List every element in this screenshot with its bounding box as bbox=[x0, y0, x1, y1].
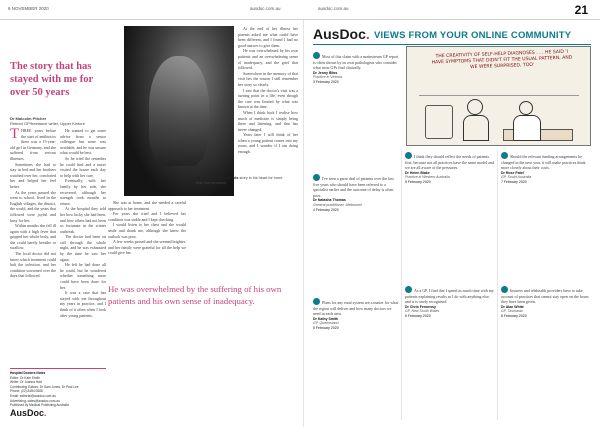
author-role: Practice in Western Australia bbox=[405, 175, 450, 180]
notes-line: Editor: Dr Kate Smith bbox=[10, 375, 40, 380]
comment-author bbox=[501, 305, 591, 319]
comment-date: 8 February 2020 bbox=[501, 313, 527, 318]
author-role: Practice in Victoria bbox=[313, 75, 342, 80]
page-gutter bbox=[303, 20, 304, 427]
author-role: GP, Queensland bbox=[313, 321, 339, 326]
column-rule bbox=[401, 150, 402, 420]
comment-text: Insurers and telehealth providers have to take account of practices that cannot stay open on the hours they have been given. bbox=[501, 288, 589, 305]
author-name: Dr Jenny Bliss bbox=[313, 70, 338, 75]
comment-card bbox=[501, 286, 591, 420]
author-name: Dr Malcolm Pitcher bbox=[10, 116, 47, 121]
comment-text: Should the relevant funding arrangements be changed in the next year, it will make practices think more closely about their costs. bbox=[501, 154, 586, 171]
notes-line: Phone: (02) 8484 0888 bbox=[10, 389, 43, 394]
comment-bubble-icon bbox=[501, 286, 508, 293]
comment-author bbox=[405, 171, 495, 185]
story-column-4 bbox=[238, 26, 298, 280]
ausdoc-logo-text: AusDoc bbox=[313, 26, 366, 42]
story-paragraph: She was at home, and she needed a careful approach to her treatment. bbox=[108, 200, 186, 211]
story-paragraph: Within months she fell ill again with a high fever that gripped her whole body, and she could barely breathe or swallow. bbox=[10, 223, 56, 251]
story-paragraph: The local doctor did not know which treatment could halt the infection, and her condition worsened over the days that followed. bbox=[10, 251, 56, 279]
story-paragraph: As the years passed she went to school, lived in the English villages, the district, the world, and the years that followed were joyful and busy for her. bbox=[10, 189, 56, 223]
site-url-right[interactable]: ausdoc.com.au bbox=[318, 6, 349, 11]
page-number: 21 bbox=[574, 3, 588, 17]
notes-title: Hospital Doctors Notes bbox=[10, 371, 46, 375]
comment-card bbox=[313, 174, 399, 292]
story-paragraph: At the hospital they told her how lucky she had been, and how others had not been so fortunate in the winter outbreak. bbox=[60, 206, 106, 234]
author-role: GP, South Australia bbox=[501, 175, 532, 180]
comment-card bbox=[313, 52, 399, 170]
ausdoc-logo-dot: . bbox=[44, 408, 47, 418]
ausdoc-logo-small bbox=[10, 408, 47, 418]
notes-line: Advertising: sales@ausdoc.com.au bbox=[10, 398, 60, 403]
comment-author bbox=[501, 171, 591, 185]
author-role: GP, Tasmania bbox=[501, 309, 523, 314]
story-paragraph: For years she tried and I believed her condition was stable and I kept checking. bbox=[108, 211, 186, 222]
comment-text: Most of this claim with a mainstream GP report is often shown by its own pathologists who consider what most GPs find clinically. bbox=[313, 54, 399, 71]
cartoon-doctor-head bbox=[519, 101, 533, 115]
comment-card bbox=[405, 286, 495, 420]
story-headline: The story that has stayed with me for over 50 years bbox=[10, 61, 93, 98]
section-title: VIEWS FROM YOUR ONLINE COMMUNITY bbox=[374, 30, 572, 41]
cartoon-patient-head bbox=[467, 99, 483, 115]
story-photo bbox=[124, 26, 234, 196]
comment-card bbox=[313, 298, 399, 420]
cartoon-doctor-body bbox=[513, 115, 541, 141]
issue-date: 6 NOVEMBER 2020 bbox=[8, 6, 49, 11]
comment-date: 5 February 2020 bbox=[313, 325, 339, 330]
notes-line: Email: editorial@ausdoc.com.au bbox=[10, 393, 56, 398]
comment-author bbox=[405, 305, 495, 319]
ausdoc-logo-text: AusDoc bbox=[10, 408, 45, 418]
story-paragraph: A few weeks passed and she seemed brighter, and her family were grateful for all the help we could give her. bbox=[108, 239, 186, 256]
comment-author bbox=[313, 198, 399, 212]
story-paragraph: I would listen to her chest and she would smile and thank me, although she knew the outlook was poor. bbox=[108, 222, 186, 239]
story-column-1 bbox=[10, 128, 56, 364]
story-byline bbox=[10, 116, 106, 126]
comment-date: 3 February 2020 bbox=[313, 79, 339, 84]
notes-line: Published by Medical Publishing Australia bbox=[10, 403, 69, 408]
comment-text: Plans for any rural system are a matter for what the region will deliver and how many doctors we need in each area. bbox=[313, 300, 399, 317]
pull-quote: He was overwhelmed by the suffering of his own patients and his own sense of inadequacy. bbox=[108, 284, 282, 306]
story-paragraph: Sometimes she had to stay in bed and her brothers watched over her, comforted her and helped her feel better. bbox=[10, 161, 56, 189]
page-header bbox=[0, 0, 600, 20]
story-lead-text: HREE years before the start of antibiotics there was a 15-year-old girl in Germany, and she suffered from serious illnesses. bbox=[10, 128, 56, 161]
comment-bubble-icon bbox=[501, 152, 508, 159]
comment-text: I've seen a great deal of patients over the last five years who should have been referred to a specialist earlier and the outcome of delay is often poor. bbox=[313, 176, 394, 198]
story-paragraph: It was a case that has stayed with me throughout my years in practice, and I think of it often when I look after young patients. bbox=[60, 290, 106, 318]
cartoon-chair bbox=[425, 105, 453, 139]
comment-bubble-icon bbox=[313, 174, 320, 181]
comment-bubble-icon bbox=[405, 152, 412, 159]
comment-date: 7 February 2020 bbox=[501, 179, 527, 184]
author-name: Dr Kathy Smith bbox=[313, 316, 339, 321]
comment-date: 5 February 2020 bbox=[405, 179, 431, 184]
author-role: Retired GP/freelance writer, Upper Kintore bbox=[10, 121, 85, 126]
section-rule bbox=[313, 44, 591, 45]
author-role: GP, New South Wales bbox=[405, 309, 440, 314]
story-paragraph: At the end of her illness her parents asked me what could have been different, and I found I had no good answer to give them. bbox=[238, 26, 298, 48]
author-name: Dr Alan White bbox=[501, 304, 524, 309]
story-column-2 bbox=[60, 128, 106, 364]
cartoon-patient-body bbox=[463, 115, 489, 141]
comment-card bbox=[405, 152, 495, 280]
comment-card bbox=[501, 152, 591, 280]
notes-line: Writer: Dr Joanna Hart bbox=[10, 380, 42, 385]
author-name: Dr Rose Patel bbox=[501, 170, 524, 175]
comment-author bbox=[313, 317, 399, 331]
cartoon-caption: THE CREATIVITY OF SELF-HELP DIAGNOSES . . . HE SAID 'I HAVE SYMPTOMS THAT DIDN'T FIT THE USUAL PATTERN, AND WE WERE SURPRISED, TOO' bbox=[431, 49, 573, 71]
photo-figure bbox=[149, 56, 209, 166]
cartoon bbox=[406, 46, 591, 146]
site-url-left[interactable]: ausdoc.com.au bbox=[250, 6, 281, 11]
comment-bubble-icon bbox=[313, 52, 320, 59]
story-paragraph: The doctor had been on call through the whole night, and he was exhausted by the time he saw her again. bbox=[60, 234, 106, 262]
comment-text: I think they should reflect the needs of patients first, because not all practices have the same model and we are all aware of the pressures. bbox=[405, 154, 494, 171]
ausdoc-logo bbox=[313, 26, 370, 42]
comment-text: As a GP, I find that I spend as much time with my patients explaining results as I do with anything else, and it is rarely recognised. bbox=[405, 288, 494, 305]
column-rule bbox=[497, 150, 498, 420]
notes-line: Contributing Editors: Dr Sam Jones, Dr Paul Lee bbox=[10, 384, 79, 389]
story-paragraph: He felt he had done all he could, but he wondered whether something more could have been done for her. bbox=[60, 262, 106, 290]
author-name: Dr Chris Fennessy bbox=[405, 304, 436, 309]
story-paragraph: Somewhere in the memory of that visit lies the reason I still remember her story so clearly. bbox=[238, 70, 298, 87]
story-lead-paragraph bbox=[10, 128, 56, 162]
author-name: Dr Natasha Thomas bbox=[313, 198, 346, 203]
comment-date: 4 February 2020 bbox=[313, 207, 339, 212]
comment-date: 6 February 2020 bbox=[405, 313, 431, 318]
story-paragraph: He was overwhelmed by his own patients and an overwhelming sense of inadequacy, and the grief that followed. bbox=[238, 48, 298, 71]
story-paragraph: When I think back I realise how much of medicine is simply being there and listening, and that has never changed. bbox=[238, 109, 298, 132]
story-column-3 bbox=[108, 200, 186, 280]
ausdoc-logo-dot: . bbox=[365, 26, 370, 42]
story-paragraph: I saw that the doctor's visit was a turning point in a life, even though the care was limited by what was known at the time. bbox=[238, 87, 298, 110]
comment-bubble-icon bbox=[405, 286, 412, 293]
author-name: Dr Helen Blake bbox=[405, 170, 430, 175]
story-paragraph: Eventually, with her family by her side, she recovered, although her strength took months to return. bbox=[60, 178, 106, 206]
comment-author bbox=[313, 71, 399, 85]
story-paragraph: Years later I still think of her when a young patient comes into my room, and I wonder if I am doing enough. bbox=[238, 132, 298, 155]
photo-caption-bold: Dr Pitcher has kept this bbox=[196, 176, 239, 180]
drop-cap: T bbox=[10, 128, 20, 142]
author-role: General practitioner, Melbourne bbox=[313, 202, 363, 207]
story-paragraph: So he tried the remedies he could find and a nurse visited the house each day to help with her care. bbox=[60, 155, 106, 178]
story-paragraph: He wanted to get some advice from a senior colleague but none was available, and he was unsure what would be best. bbox=[60, 128, 106, 156]
photo-caption-text: story in his heart for more than five decades. bbox=[196, 176, 283, 185]
comment-bubble-icon bbox=[313, 298, 320, 305]
